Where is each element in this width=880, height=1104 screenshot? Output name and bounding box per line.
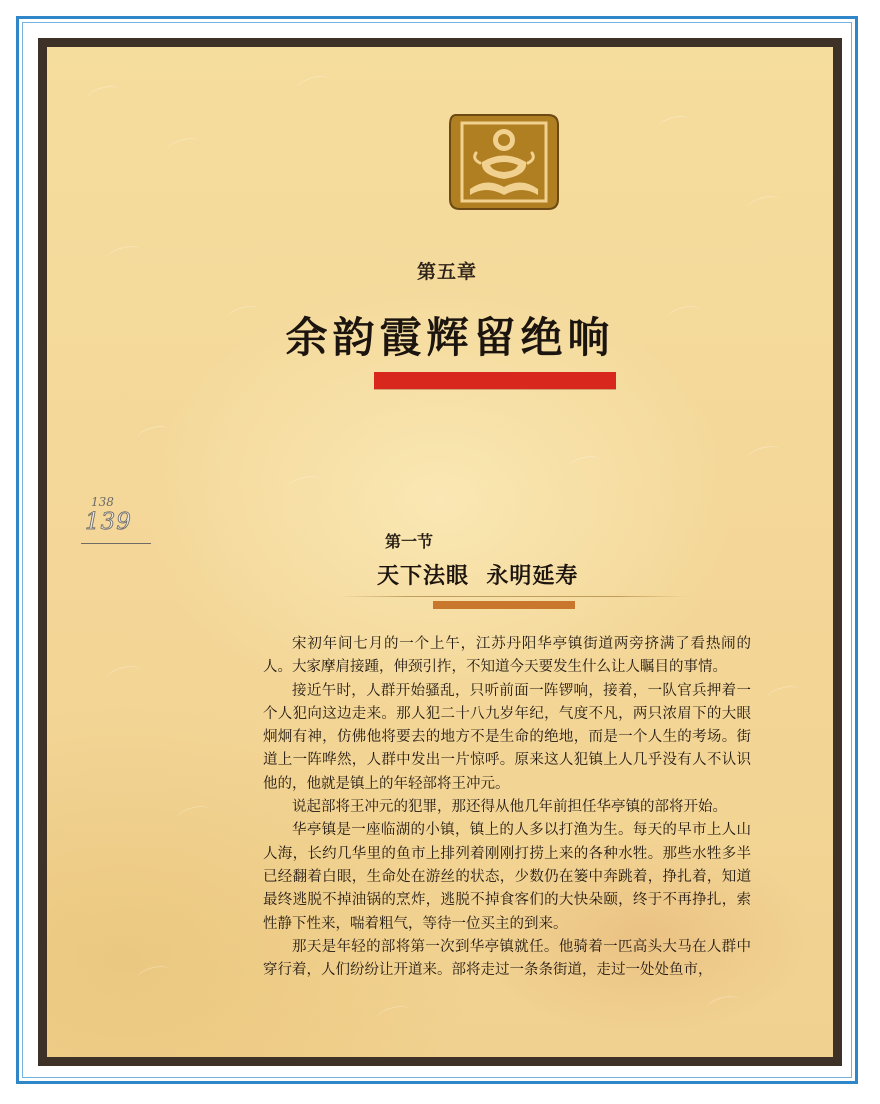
section-underline-bar [433,601,575,609]
paper-texture [656,113,693,136]
paper-texture [166,135,203,158]
paper-texture [86,83,123,106]
chapter-title: 余韵霞辉留绝响 [285,313,615,362]
book-page [47,47,833,1057]
buddha-seal-icon [442,107,566,215]
paper-texture [296,73,333,96]
paragraph: 华亭镇是一座临湖的小镇，镇上的人多以打渔为生。每天的早市上人山人海，长约几华里的鱼市上排列着刚刚打捞上来的各种水牲。那些水牲多半已经翻着白眼，生命处在游丝的状态，少数仍在篓中奔跳着，挣扎着，知道最终逃脱不掉油锅的烹炸，逃脱不掉食客们的大快朵颐，终于不再挣扎，索性静下性来，喘着粗气，等待一位买主的到来。 [263,822,751,932]
paper-texture [136,963,173,986]
page-numbers [77,495,147,555]
paper-texture [136,423,173,446]
page-number-left: 138 [91,495,114,509]
section-rule [339,596,687,597]
paper-texture [746,193,783,216]
body-text [263,633,751,982]
paper-texture [376,1003,413,1026]
paragraph: 说起部将王冲元的犯罪，那还得从他几年前担任华亭镇的部将开始。 [292,799,727,816]
paragraph: 那天是年轻的部将第一次到华亭镇就任。他骑着一匹高头大马在人群中穿行着，人们纷纷让开道来。部将走过一条条街道，走过一处处鱼市， [263,938,751,979]
paper-texture [766,683,803,706]
chapter-number: 第五章 [416,261,477,283]
page-number-right: 139 [85,509,132,535]
paragraph: 宋初年间七月的一个上午，江苏丹阳华亭镇街道两旁挤满了看热闹的人。大家摩肩接踵，伸颈引拃，不知道今天要发生什么让人瞩目的事情。 [263,636,751,676]
paper-texture [746,443,783,466]
paper-texture [286,473,323,496]
paper-texture [106,663,143,686]
paper-texture [566,453,603,476]
section-number: 第一节 [385,532,434,551]
page-number-rule [81,543,151,544]
paper-texture [706,993,743,1016]
paragraph: 接近午时，人群开始骚乱，只听前面一阵锣响，接着，一队官兵押着一个人犯向这边走来。那人犯二十八九岁年纪，气度不凡，两只浓眉下的大眼炯炯有神，仿佛他将要去的地方不是生命的绝地，而是一个人生的考场。街道上一阵哗然，人群中发出一片惊呼。原来这人犯镇上人几乎没有人不认识他的，他就是镇上的年轻部将王冲元。 [263,682,751,792]
paper-texture [176,803,213,826]
title-underline-bar [374,372,616,389]
page-border [38,38,842,1066]
section-title: 天下法眼 永明延寿 [377,564,579,589]
